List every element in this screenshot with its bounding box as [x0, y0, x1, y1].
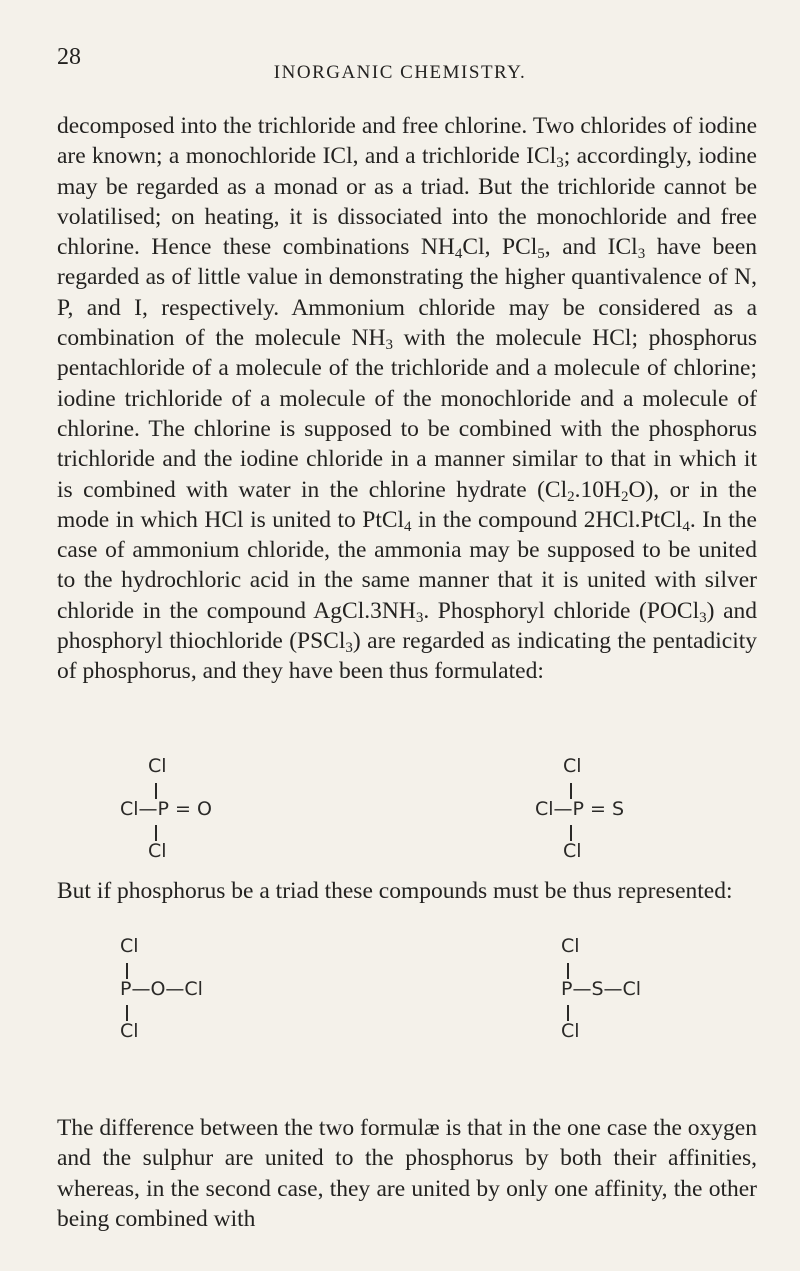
- formula-top: Cl: [561, 935, 580, 957]
- formula-middle: Cl—P = O: [120, 798, 212, 820]
- formula-triad-phosphoryl-thiochloride: [561, 935, 741, 1042]
- formula-bottom: Cl: [148, 840, 167, 862]
- formula-middle: P—S—Cl: [561, 978, 642, 1000]
- formula-pentad-phosphoryl-thiochloride: [535, 755, 715, 862]
- bond-line: [155, 825, 157, 841]
- formula-top: Cl: [148, 755, 167, 777]
- formula-bottom: Cl: [563, 840, 582, 862]
- bond-line: [570, 825, 572, 841]
- formula-top: Cl: [120, 935, 139, 957]
- page-number: 28: [57, 44, 81, 70]
- formula-bottom: Cl: [561, 1020, 580, 1042]
- paragraph-2: But if phosphorus be a triad these compounds must be thus represented:: [57, 878, 733, 904]
- bond-line: [567, 963, 569, 979]
- formula-middle: P—O—Cl: [120, 978, 203, 1000]
- running-head: INORGANIC CHEMISTRY.: [273, 62, 527, 83]
- bond-line: [567, 1005, 569, 1021]
- bond-line: [126, 1005, 128, 1021]
- formula-triad-phosphoryl-chloride: [120, 935, 300, 1042]
- bond-line: [570, 783, 572, 799]
- paragraph-1: decomposed into the trichloride and free chlorine. Two chlorides of iodine are known; a monochloride ICl, and a trichloride ICl$_3$; accordingly, iodine may be regarded as a monad or as a triad. But the trichloride cannot be volatilised; on heating, it is dissociated into the monochloride and free chlorine. Hence these combinations $NH_4Cl$, PCl$_5$, and ICl$_3$ have been regarded as of little value in demonstrating the higher quantivalence of N, P, and I, respectively. Ammonium chloride may be considered as a combination of the molecule $NH_3$ with the molecule HCl; phosphorus pentachloride of a molecule of the trichloride and a molecule of chlorine; iodine trichloride of a molecule of the monochloride and a molecule of chlorine. The chlorine is supposed to be combined with the phosphorus trichloride and the iodine chloride in a manner similar to that in which it is combined with water in the chlorine hydrate $(Cl_2.10H_2O)$, or in the mode in which HCl is united to PtCl$_4$ in the compound 2HCl.PtCl$_4$. In the case of ammonium chloride, the ammonia may be supposed to be united to the hydrochloric acid in the same manner that it is united with silver chloride in the compound $AgCl.3NH_3$. Phosphoryl chloride (POCl$_3$) and phosphoryl thiochloride (PSCl$_3$) are regarded as indicating the pentadicity of phosphorus, and they have been thus formulated:: [57, 113, 758, 685]
- formula-pentad-phosphoryl-chloride: [120, 755, 300, 862]
- formula-middle: Cl—P = S: [535, 798, 625, 820]
- formula-top: Cl: [563, 755, 582, 777]
- bond-line: [126, 963, 128, 979]
- bond-line: [155, 783, 157, 799]
- paragraph-3: The difference between the two formulæ is that in the one case the oxygen and the sulphur are united to the phosphorus by both their affinities, whereas, in the second case, they are united by only one affinity, the other being combined with: [57, 1115, 757, 1232]
- formula-bottom: Cl: [120, 1020, 139, 1042]
